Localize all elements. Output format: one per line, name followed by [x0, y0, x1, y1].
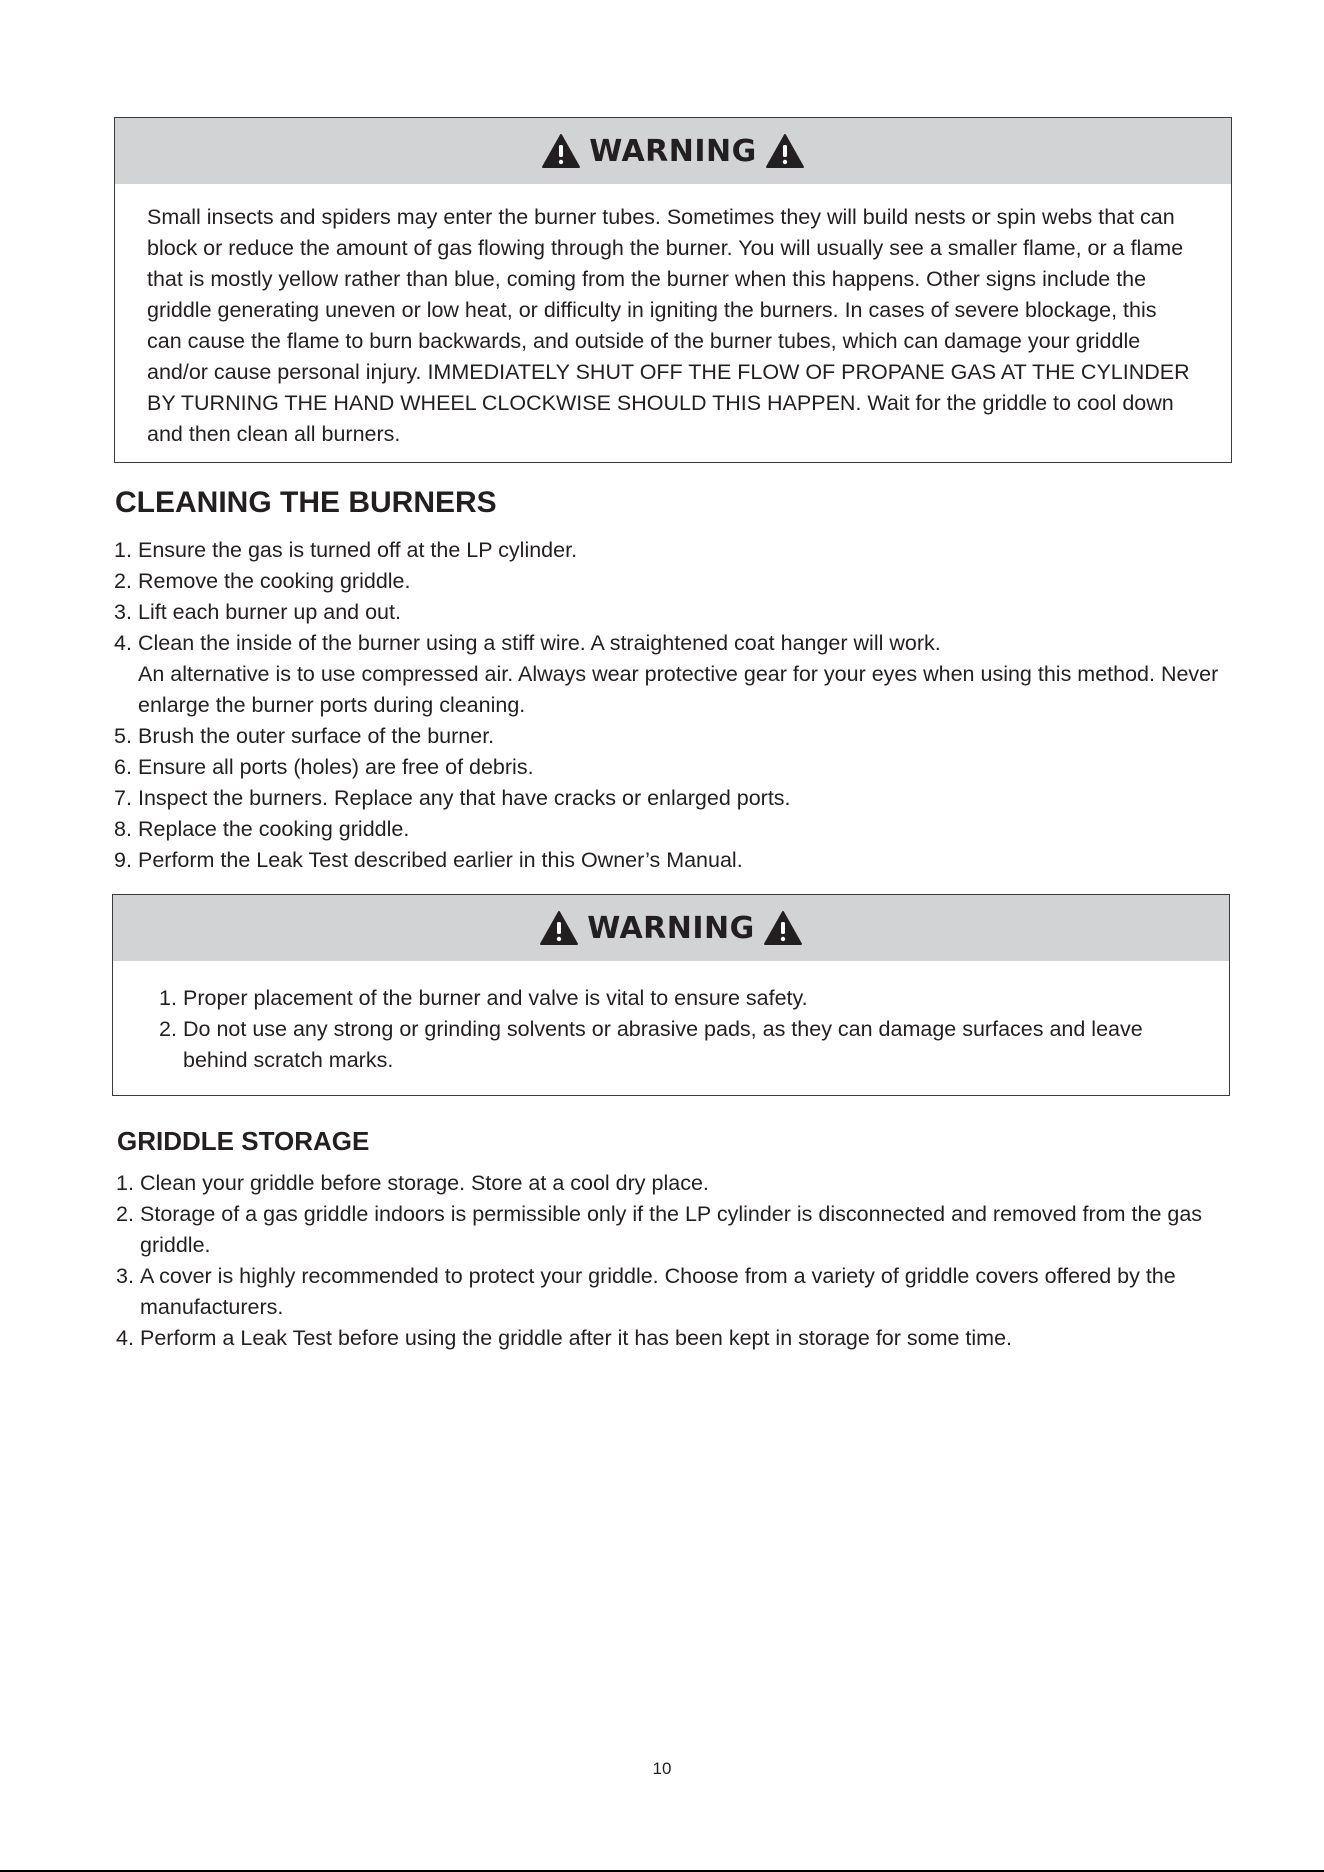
list-item [159, 983, 1193, 1014]
list-item [114, 752, 1224, 783]
step-number: 2. [116, 1202, 134, 1226]
step-number: 1. [114, 538, 132, 562]
step-text: Inspect the burners. Replace any that have cracks or enlarged ports. [138, 786, 791, 810]
list-item [116, 1168, 1226, 1199]
warning-header [115, 118, 1231, 184]
page-number: 10 [652, 1759, 672, 1778]
warning-body-text: Small insects and spiders may enter the burner tubes. Sometimes they will build nests or spin webs that can block or reduce the amount of gas flowing through the burner. You will usually see a smaller flame, or a flame that is mostly yellow rather than blue, coming from the burner when this happens. Other signs include the griddle generating uneven or low heat, or difficulty in igniting the burners. In cases of severe blockage, this can cause the flame to burn backwards, and outside of the burner tubes, which can damage your griddle and/or cause personal injury. IMMEDIATELY SHUT OFF THE FLOW OF PROPANE GAS AT THE CYLINDER BY TURNING THE HAND WHEEL CLOCKWISE SHOULD THIS HAPPEN. Wait for the griddle to cool down and then clean all burners. [147, 205, 1190, 446]
list-item [114, 535, 1224, 566]
step-number: 4. [114, 631, 132, 655]
step-text: Ensure the gas is turned off at the LP cylinder. [138, 538, 578, 562]
warning-title: WARNING [589, 133, 757, 169]
step-number: 1. [116, 1171, 134, 1195]
list-item [114, 814, 1224, 845]
list-item [116, 1261, 1226, 1323]
step-text: Lift each burner up and out. [138, 600, 401, 624]
step-text: Clean your griddle before storage. Store at a cool dry place. [140, 1171, 709, 1195]
step-text: Perform a Leak Test before using the griddle after it has been kept in storage for some time. [140, 1326, 1013, 1350]
warning-title: WARNING [587, 910, 755, 946]
section-title-cleaning-burners: CLEANING THE BURNERS [115, 486, 497, 519]
step-text: A cover is highly recommended to protect your griddle. Choose from a variety of griddle covers offered by the manufacturers. [140, 1264, 1176, 1319]
step-number: 9. [114, 848, 132, 872]
item-text: Proper placement of the burner and valve is vital to ensure safety. [183, 986, 808, 1010]
warning-triangle-icon [541, 133, 581, 169]
section-title-griddle-storage: GRIDDLE STORAGE [117, 1126, 370, 1156]
step-number: 6. [114, 755, 132, 779]
warning-body-list [113, 961, 1229, 1076]
list-item [116, 1199, 1226, 1261]
step-number: 3. [114, 600, 132, 624]
cleaning-steps-list [114, 535, 1224, 876]
warning-triangle-icon [765, 133, 805, 169]
step-number: 7. [114, 786, 132, 810]
list-item [116, 1323, 1226, 1354]
warning-header [113, 895, 1229, 961]
step-number: 3. [116, 1264, 134, 1288]
warning-box-burner-placement [112, 894, 1230, 1096]
step-number: 5. [114, 724, 132, 748]
item-number: 2. [159, 1017, 177, 1041]
list-item [114, 783, 1224, 814]
storage-steps-list [116, 1168, 1226, 1354]
warning-box-insects [114, 117, 1232, 463]
step-text: Storage of a gas griddle indoors is permissible only if the LP cylinder is disconnected and removed from the gas griddle. [140, 1202, 1203, 1257]
item-number: 1. [159, 986, 177, 1010]
step-text: Clean the inside of the burner using a stiff wire. A straightened coat hanger will work. [138, 631, 941, 655]
warning-list [159, 983, 1193, 1076]
step-text: Ensure all ports (holes) are free of debris. [138, 755, 534, 779]
step-number: 8. [114, 817, 132, 841]
step-text: Perform the Leak Test described earlier in this Owner’s Manual. [138, 848, 743, 872]
step-number: 4. [116, 1326, 134, 1350]
step-number: 2. [114, 569, 132, 593]
item-text: Do not use any strong or grinding solvents or abrasive pads, as they can damage surfaces and leave behind scratch marks. [183, 1017, 1143, 1072]
step-text: Replace the cooking griddle. [138, 817, 410, 841]
list-item [114, 597, 1224, 628]
warning-triangle-icon [539, 910, 579, 946]
step-text: Brush the outer surface of the burner. [138, 724, 495, 748]
list-item [114, 566, 1224, 597]
list-item [114, 721, 1224, 752]
list-item [114, 845, 1224, 876]
warning-triangle-icon [763, 910, 803, 946]
step-extra-text: An alternative is to use compressed air. Always wear protective gear for your eyes when using this method. Never enlarge the burner ports during cleaning. [138, 662, 1219, 717]
list-item [159, 1014, 1193, 1076]
list-item [114, 628, 1224, 721]
step-text: Remove the cooking griddle. [138, 569, 411, 593]
